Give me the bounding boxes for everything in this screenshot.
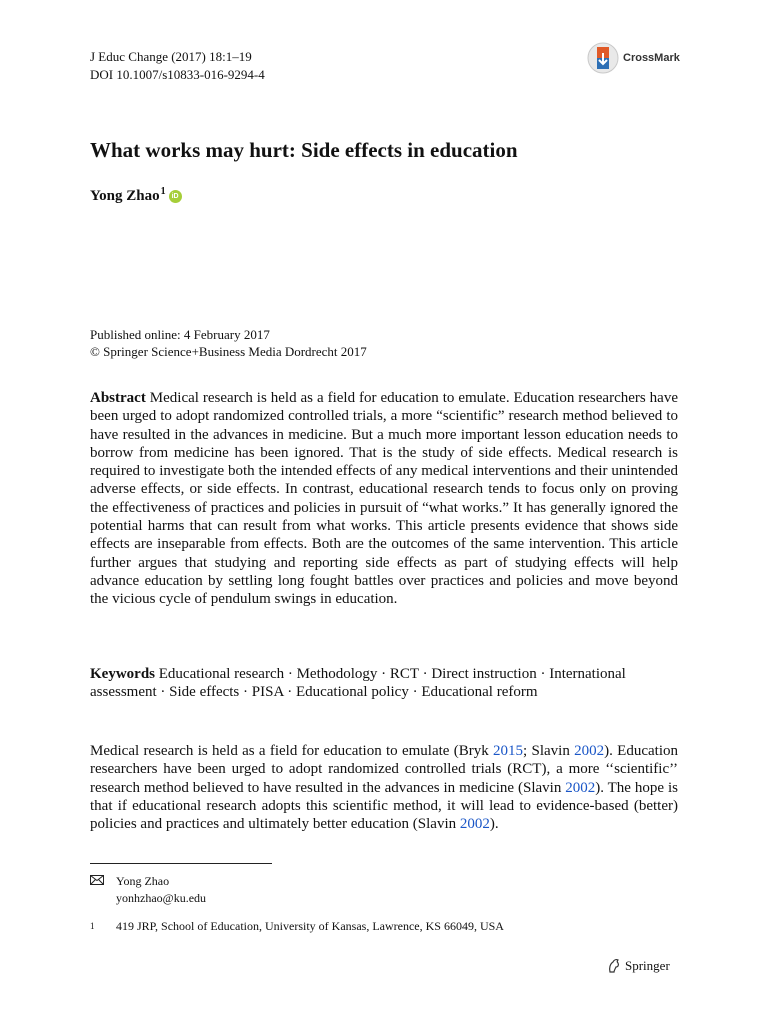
keywords bbox=[90, 665, 678, 702]
affiliation-text: 419 JRP, School of Education, University of Kansas, Lawrence, KS 66049, USA bbox=[116, 919, 504, 933]
body-text: ). bbox=[489, 816, 499, 833]
keywords-text: Educational research · Methodology · RCT · Direct instruction · International assessment · Side effects · PISA · Educational policy · Educational reform bbox=[90, 666, 626, 701]
abstract-label: Abstract bbox=[90, 390, 146, 406]
abstract-text: Medical research is held as a field for education to emulate. Education researchers have been urged to adopt randomized controlled trials, a more “scientific” research method believed to have resulted in the advances in medicine. But a much more important lesson education needs to borrow from medicine has been ignored. That is the study of side effects. Medical research is required to investigate both the intended effects of any medical interventions and their unintended adverse effects, or side effects. In contrast, educational research tends to focus only on proving the effectiveness of practices and policies in pursuit of “what works.” It has generally ignored the potential harms that can result from what works. This article presents evidence that shows side effects are inseparable from effects. Both are the outcomes of the same intervention. This article further argues that studying and reporting side effects as part of studying effects will help advance education by settling long fought battles over practices and policies and move beyond the vicious cycle of pendulum swings in education. bbox=[90, 390, 679, 608]
body-text: ). Education researchers have been urged to adopt randomized controlled trials (RCT), a more ‘‘scientific’’ research method believed to have resulted in the advances in medicine (Slavin bbox=[90, 743, 678, 796]
springer-logo bbox=[606, 958, 670, 974]
citation-link-slavin-2002[interactable]: 2002 bbox=[565, 779, 596, 796]
citation-link-slavin-2002[interactable]: 2002 bbox=[574, 743, 605, 759]
body-text: Medical research is held as a field for education to emulate (Bryk bbox=[90, 743, 494, 759]
contact-name: Yong Zhao bbox=[116, 874, 170, 888]
published-date: Published online: 4 February 2017 bbox=[90, 327, 270, 342]
journal-citation: J Educ Change (2017) 18:1–19 bbox=[90, 49, 252, 64]
footnote-divider bbox=[90, 863, 272, 864]
crossmark-label: CrossMark bbox=[623, 52, 680, 64]
abstract bbox=[90, 389, 678, 609]
doi: DOI 10.1007/s10833-016-9294-4 bbox=[90, 67, 265, 82]
author-line bbox=[90, 188, 182, 205]
crossmark-badge[interactable] bbox=[587, 42, 680, 74]
orcid-icon[interactable]: iD bbox=[169, 190, 182, 203]
corresponding-author-footnote bbox=[90, 873, 206, 907]
citation-link-bryk-2015[interactable]: 2015 bbox=[493, 743, 524, 759]
keywords-label: Keywords bbox=[90, 666, 155, 682]
affiliation-number: 1 bbox=[90, 921, 95, 931]
envelope-icon bbox=[90, 873, 116, 907]
author-name: Yong Zhao bbox=[90, 188, 160, 204]
publication-info bbox=[90, 326, 367, 360]
author-affiliation-marker: 1 bbox=[160, 186, 166, 197]
body-paragraph bbox=[90, 742, 678, 833]
springer-horse-icon bbox=[606, 958, 622, 974]
crossmark-icon bbox=[587, 42, 619, 74]
publisher-name: Springer bbox=[625, 958, 670, 973]
journal-meta bbox=[90, 48, 265, 84]
body-text: ; Slavin bbox=[523, 743, 575, 759]
affiliation-footnote bbox=[90, 918, 504, 935]
contact-email[interactable]: yonhzhao@ku.edu bbox=[116, 891, 207, 905]
article-title: What works may hurt: Side effects in education bbox=[90, 138, 518, 162]
copyright: © Springer Science+Business Media Dordrecht 2017 bbox=[90, 344, 367, 359]
body-text: ). The hope is that if educational research adopts this scientific method, it will lead to evidence-based (better) policies and practices and ultimately better education (Slavin bbox=[90, 779, 678, 833]
citation-link-slavin-2002[interactable]: 2002 bbox=[459, 816, 490, 833]
